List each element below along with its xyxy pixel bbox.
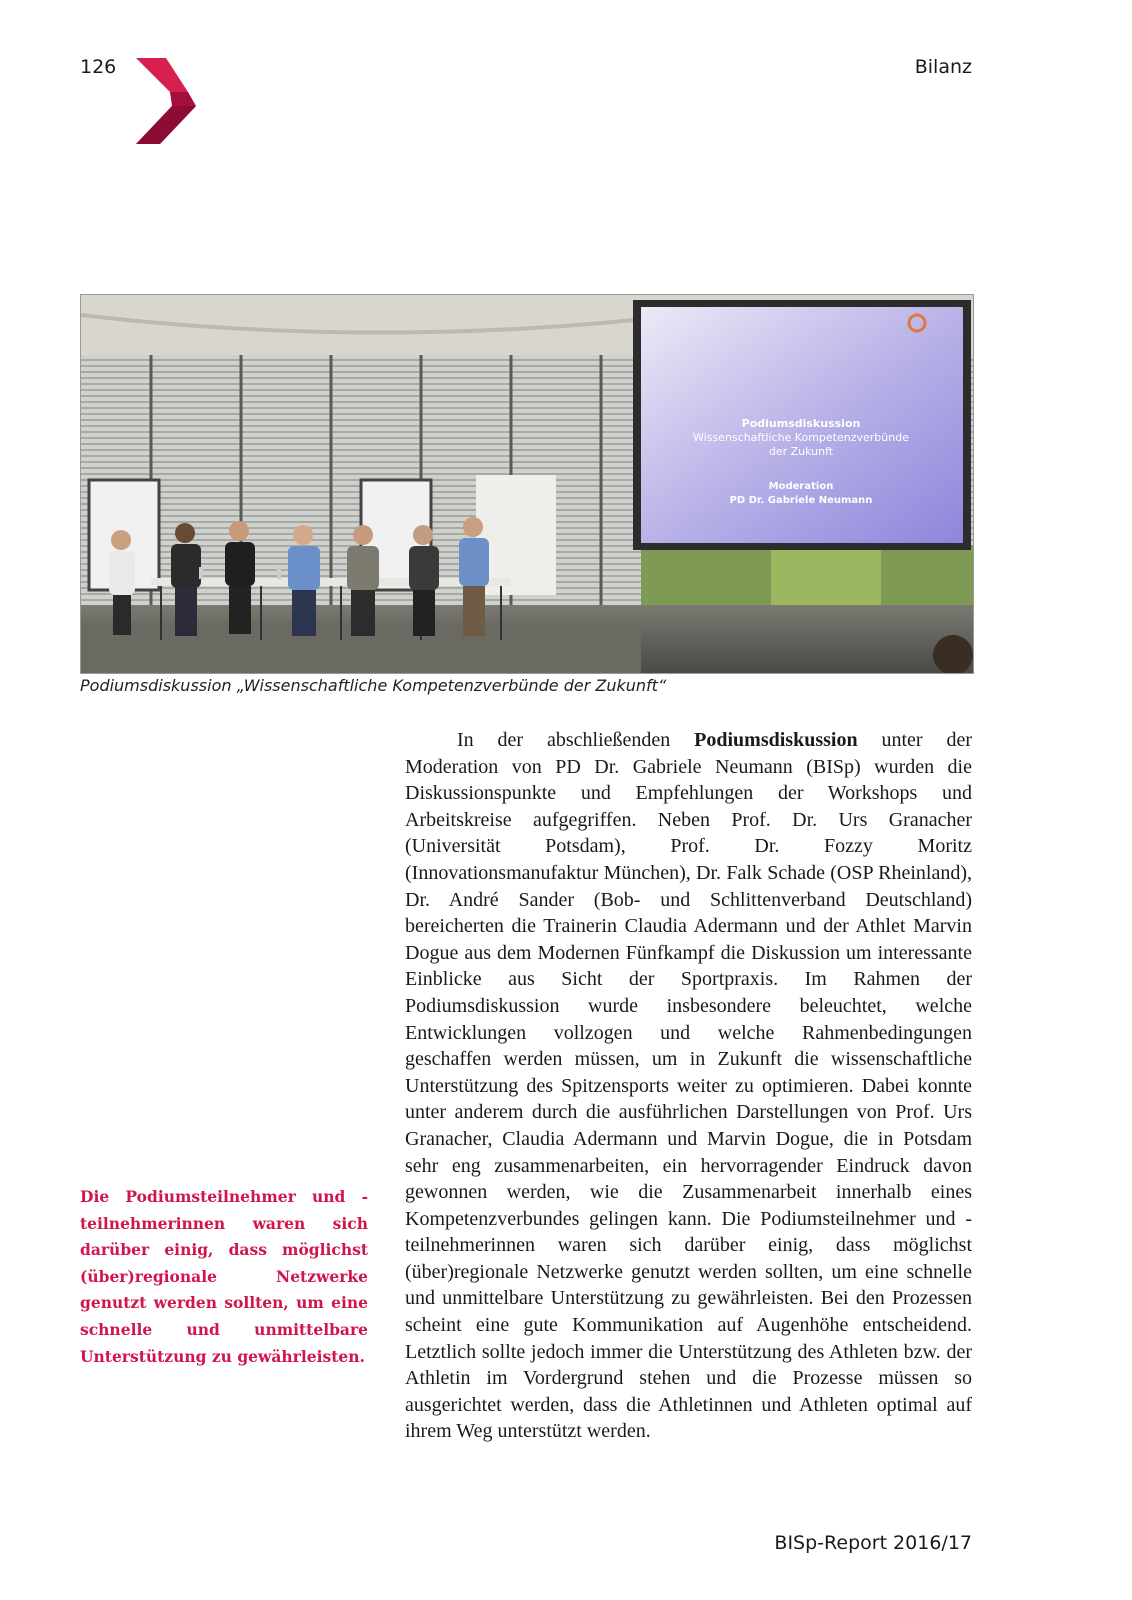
screen-line-5: PD Dr. Gabriele Neumann (729, 495, 873, 506)
screen-line-4: Moderation (768, 481, 834, 492)
body-intro: In der abschließenden (457, 729, 695, 751)
sidebar-pull-quote: Die Podiumsteilnehmer und -teilnehmerinnen waren sich darüber einig, dass möglichst (über)regionale Netzwerke genutzt werden sollten, um eine schnelle und unmittelbare Unterstützung zu gewährleisten. (80, 1187, 368, 1366)
screen-line-1: Podiumsdiskussion (741, 417, 861, 430)
panel-discussion-photo (80, 294, 974, 674)
figure-caption: Podiumsdiskussion „Wissenschaftliche Kompetenzverbünde der Zukunft“ (80, 676, 667, 695)
chevron-logo-icon (136, 58, 196, 144)
body-text (405, 727, 972, 1445)
screen-line-2: Wissenschaftliche Kompetenzverbünde (693, 431, 909, 444)
body-main-text: unter der Moderation von PD Dr. Gabriele Neumann (BISp) wurden die Diskussionspunkte und Empfehlungen der Workshops und Arbeitskreise aufgegriffen. Neben Prof. Dr. Urs Granacher (Universität Potsdam), Prof. Dr. Fozzy Moritz (Innovationsmanufaktur München), Dr. Falk Schade (OSP Rheinland), Dr. André Sander (Bob- und Schlittenverband Deutschland) bereicherten die Trainerin Claudia Adermann und der Athlet Marvin Dogue aus dem Modernen Fünfkampf die Diskussion um interessante Einblicke aus Sicht der Sportpraxis. Im Rahmen der Podiumsdiskussion wurde insbesondere beleuchtet, welche Entwicklungen vollzogen und welche Rahmenbedingungen geschaffen werden müssen, um in Zukunft die wissenschaftliche Unterstützung des Spitzensports weiter zu optimieren. Dabei konnte unter anderem durch die ausführlichen Darstellungen von Prof. Urs Granacher, Claudia Adermann und Marvin Dogue, die in Potsdam sehr eng zusammenarbeiten, ein hervorragender Eindruck davon gewonnen werden, wie die Zusammenarbeit innerhalb eines Kompetenzverbundes gelingen kann. Die Podiumsteilnehmer und -teilnehmerinnen waren sich darüber einig, dass möglichst (über)regionale Netzwerke genutzt werden sollten, um eine schnelle und unmittelbare Unterstützung zu gewährleisten. Bei den Prozessen scheint eine gute Kommunikation auf Augenhöhe entscheidend. Letztlich sollte jedoch immer die Unterstützung des Athleten bzw. der Athletin im Vordergrund stehen und die Prozesse müssen so ausgerichtet werden, dass die Athletinnen und Athleten optimal auf ihrem Weg unterstützt werden. (405, 729, 972, 1443)
section-title: Bilanz (914, 56, 972, 78)
screen-line-3: der Zukunft (768, 445, 834, 458)
page-number: 126 (80, 56, 117, 78)
footer-report-title: BISp-Report 2016/17 (774, 1532, 972, 1554)
body-paragraph (405, 727, 972, 1445)
body-highlight: Podiumsdiskussion (694, 729, 858, 751)
